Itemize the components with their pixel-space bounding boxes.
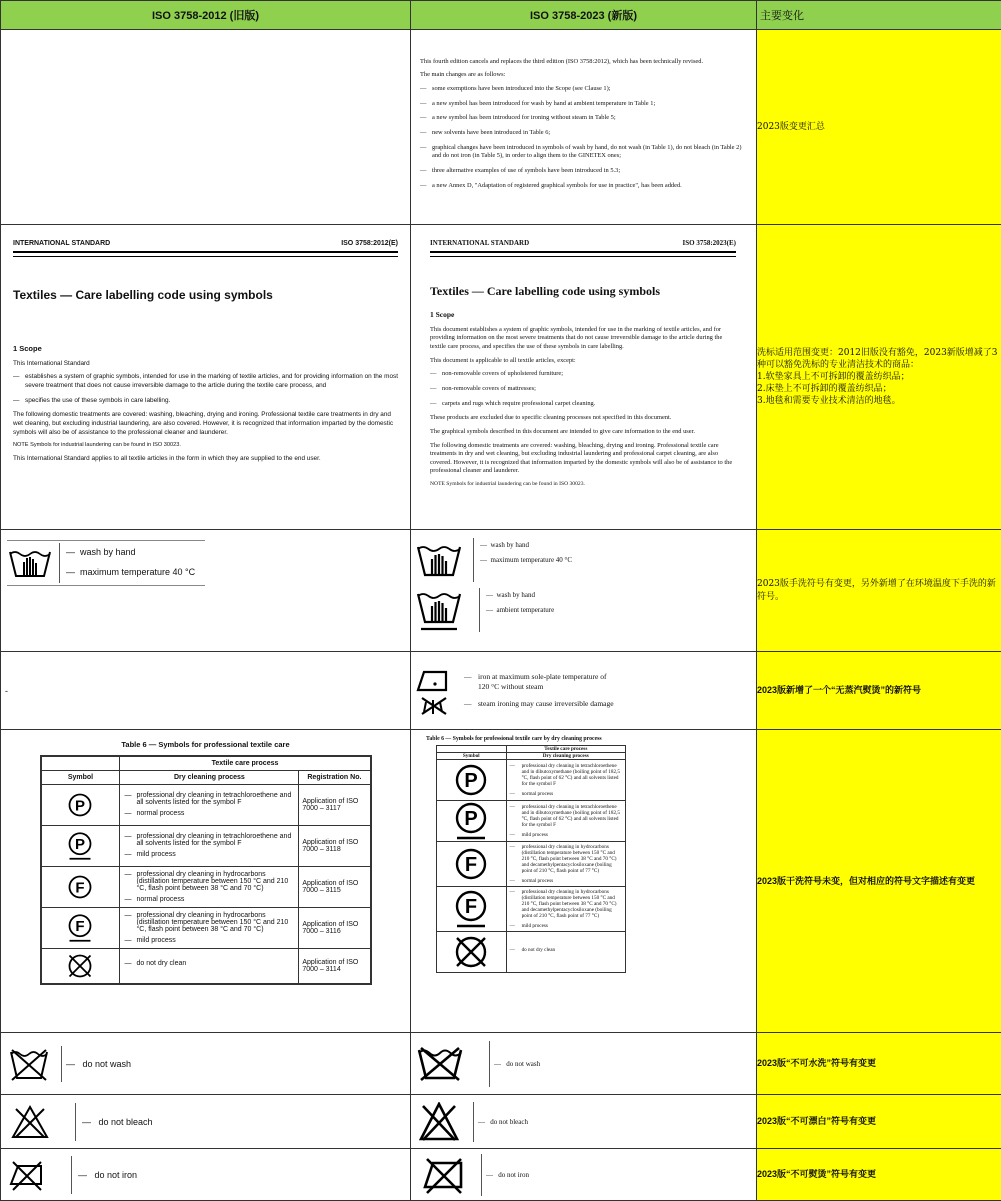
dry-clean-p-icon	[451, 760, 491, 800]
header-row	[1, 1, 1001, 30]
header-old: ISO 3758-2012 (旧版)	[1, 1, 411, 30]
scope-new-p2: This document is applicable to all textile articles, except:	[430, 357, 736, 366]
nowash-old-cell: — do not wash	[1, 1033, 411, 1095]
dryclean-new-body	[437, 760, 626, 973]
symbol-cell	[437, 932, 507, 973]
process-description: — professional dry cleaning in hydrocarbons (distillation temperature between 150 °C and 210 °C, flash point between 38 °C and 70 °C) — mild process	[120, 907, 299, 948]
handwash-new1-l1: wash by hand	[491, 541, 530, 549]
scope-new-cell: INTERNATIONAL STANDARD ISO 3758:2023(E) Textiles — Care labelling code using symbols 1 Scope This document establishes a system of graphic symbols, intended for use in the marking of textile articles, and for providing information on the most severe treatments that do not cause irreversible damage to the article during the textile care process, and specifies the use of these symbols in care labelling. This document is applicable to all textile articles, except: — non-removable covers of upholstered furniture; — non-removable covers of mattresses; — carpets and rugs which require professional carpet cleaning. These products are excluded due to specific cleaning processes not specified in this document. The graphical symbols described in this document are intended to give care information to the end user. The following domestic treatments are covered: washing, bleaching, drying and ironing. Professional textile care treatments in dry and wet cleaning, but excluding industrial laundering and professional carpet cleaning, are also covered. However, it is recognized that information imparted by the domestic symbols will also be of assistance to the professional cleaner and launderer. NOTE Symbols for industrial laundering can be found in ISO 30023.	[411, 225, 757, 530]
scope-old-p1: This International Standard	[13, 360, 398, 369]
scope-old-note: NOTE Symbols for industrial laundering can be found in ISO 30023.	[13, 442, 398, 450]
dryclean-old-h-process: Dry cleaning process	[120, 770, 299, 784]
table-row	[437, 842, 626, 887]
process-description: — professional dry cleaning in hydrocarbons (distillation temperature between 150 °C and 210 °C, flash point between 38 °C and 70 °C) and decamethylpentacyclosiloxane (boiling point of 210 °C, flash point of 77 °C) — mild process	[506, 887, 625, 932]
divider	[13, 256, 398, 257]
scope-old-header	[13, 239, 398, 253]
row-iron-steam	[1, 652, 1001, 730]
summary-main-changes: The main changes are as follows:	[420, 71, 748, 80]
dry-clean-p-icon	[65, 831, 95, 861]
scope-new-title: Textiles — Care labelling code using symbols	[430, 283, 736, 299]
summary-old-cell	[1, 30, 411, 225]
header-new: ISO 3758-2023 (新版)	[411, 1, 757, 30]
scope-new-d3: carpets and rugs which require professional carpet cleaning.	[442, 400, 595, 409]
change-item: — graphical changes have been introduced in symbols of wash by hand, do not wash (in Table 1), do not bleach (in Table 2) and do not iron (in Table 5), in order to align them to the GINETEX ones;	[420, 144, 748, 161]
table-row	[437, 801, 626, 842]
svg-text:P: P	[465, 770, 478, 792]
summary-change-list	[420, 85, 748, 190]
do-not-bleach-new-icon	[419, 1102, 459, 1142]
dryclean-old-h-reg: Registration No.	[299, 770, 371, 784]
table-row	[41, 825, 371, 866]
summary-new-cell	[411, 30, 757, 225]
nowash-note: 2023版“不可水洗”符号有变更	[757, 1033, 1001, 1095]
iron-new-l2: steam ironing may cause irreversible damage	[478, 699, 628, 708]
process-description: — professional dry cleaning in tetrachloroethene and in dibutoxymethane (boiling point of 182,5 °C, flash point of 62 °C) and all solvents listed for the symbol F — mild process	[506, 801, 625, 842]
dryclean-new-group: Textile care process	[506, 746, 625, 753]
symbol-cell	[41, 784, 120, 825]
process-description: — professional dry cleaning in tetrachloroethene and all solvents listed for the symbol F — mild process	[120, 825, 299, 866]
table-row	[41, 784, 371, 825]
symbol-cell	[437, 801, 507, 842]
row-no-iron	[1, 1149, 1001, 1201]
scope-new-d2: non-removable covers of mattresses;	[442, 385, 536, 394]
do-not-iron-icon	[9, 1158, 45, 1192]
change-item: — three alternative examples of use of symbols have been introduced in 5.3;	[420, 167, 748, 176]
table-row	[41, 948, 371, 984]
do-not-wash-new-icon	[417, 1044, 463, 1084]
dry-clean-p-icon	[65, 790, 95, 820]
nowash-old-label: do not wash	[83, 1059, 132, 1069]
svg-text:P: P	[465, 808, 478, 830]
svg-text:P: P	[75, 797, 85, 814]
symbol-cell	[437, 842, 507, 887]
handwash-old-l2: maximum temperature 40 °C	[80, 567, 195, 577]
nobleach-old-label: do not bleach	[99, 1117, 153, 1127]
scope-old-section: 1 Scope	[13, 344, 398, 354]
nowash-new-cell: — do not wash	[411, 1033, 757, 1095]
iron-old-cell: -	[1, 652, 411, 730]
scope-new-p3: These products are excluded due to specific cleaning processes not specified in this document.	[430, 414, 736, 423]
dryclean-old-h-symbol: Symbol	[41, 770, 120, 784]
scope-note	[757, 225, 1001, 530]
symbol-cell	[437, 760, 507, 801]
row-scope	[1, 225, 1001, 530]
row-summary	[1, 30, 1001, 225]
dry-clean-f-icon	[65, 872, 95, 902]
change-item: — a new symbol has been introduced for ironing without steam in Table 5;	[420, 114, 748, 123]
scope-old-title: Textiles — Care labelling code using symbols	[13, 287, 398, 303]
do-not-dry-clean-icon	[65, 951, 95, 981]
registration-cell: Application of ISO 7000 – 3118	[299, 825, 371, 866]
change-item: — some exemptions have been introduced into the Scope (see Clause 1);	[420, 85, 748, 94]
registration-cell: Application of ISO 7000 – 3117	[299, 784, 371, 825]
dryclean-note: 2023版干洗符号未变，但对相应的符号文字描述有变更	[757, 730, 1001, 1033]
summary-intro: This fourth edition cancels and replaces the third edition (ISO 3758:2012), which has been technically revised.	[420, 58, 748, 67]
svg-text:F: F	[76, 879, 85, 896]
scope-new-section: 1 Scope	[430, 310, 736, 320]
change-item: — new solvents have been introduced in Table 6;	[420, 129, 748, 138]
row-no-bleach	[1, 1095, 1001, 1149]
summary-note: 2023版变更汇总	[757, 30, 1001, 225]
dryclean-old-table	[40, 755, 372, 985]
scope-old-p3: This International Standard applies to all textile articles in the form in which they are supplied to the end user.	[13, 455, 398, 464]
scope-new-d1: non-removable covers of upholstered furniture;	[442, 370, 563, 379]
table-row	[437, 887, 626, 932]
svg-text:F: F	[465, 896, 477, 918]
dry-clean-f-icon	[451, 844, 491, 884]
dryclean-old-caption: Table 6 — Symbols for professional textile care	[1, 740, 410, 749]
hand-wash-ambient-icon	[415, 586, 463, 634]
registration-cell: Application of ISO 7000 – 3114	[299, 948, 371, 984]
symbol-cell	[41, 948, 120, 984]
nowash-new-label: do not wash	[506, 1060, 540, 1068]
dryclean-new-h-process: Dry cleaning process	[506, 753, 625, 760]
registration-cell: Application of ISO 7000 – 3115	[299, 866, 371, 907]
nobleach-new-label: do not bleach	[490, 1118, 528, 1126]
handwash-new2-l2: ambient temperature	[497, 606, 555, 614]
dryclean-new-caption: Table 6 — Symbols for professional textile care by dry cleaning process	[411, 736, 756, 742]
iron-no-steam-icon	[414, 666, 454, 716]
row-no-wash	[1, 1033, 1001, 1095]
symbol-cell	[41, 907, 120, 948]
scope-old-d2: specifies the use of these symbols in care labelling.	[25, 397, 170, 406]
dry-clean-f-icon	[65, 913, 95, 943]
table-row	[437, 760, 626, 801]
nobleach-old-cell: — do not bleach	[1, 1095, 411, 1149]
noiron-old-label: do not iron	[95, 1170, 138, 1180]
scope-old-cell: INTERNATIONAL STANDARD ISO 3758:2012(E) Textiles — Care labelling code using symbols 1 Scope This International Standard — establishes a system of graphic symbols, intended for use in the marking of textile articles, and for providing information on the most severe treatment that does not cause irreversible damage to the article during the textile care process, and — specifies the use of these symbols in care labelling. The following domestic treatments are covered: washing, bleaching, drying and ironing. Professional textile care treatments in dry and wet cleaning, but excluding industrial laundering, are also covered. However, it is recognized that information imparted by the domestic symbols will also be of assistance to the professional cleaner and launderer. NOTE Symbols for industrial laundering can be found in ISO 30023. This International Standard applies to all textile articles in the form in which they are supplied to the end user.	[1, 225, 411, 530]
scope-new-note: NOTE Symbols for industrial laundering can be found in ISO 30023.	[430, 481, 736, 489]
nobleach-note: 2023版“不可漂白”符号有变更	[757, 1095, 1001, 1149]
noiron-old-cell: — do not iron	[1, 1149, 411, 1201]
process-description: — professional dry cleaning in tetrachloroethene and in dibutoxymethane (boiling point of 182,5 °C, flash point of 62 °C) and all solvents listed for the symbol F — normal process	[506, 760, 625, 801]
iron-new-cell: — iron at maximum sole-plate temperature of 120 °C without steam — steam ironing may cause irreversible damage	[411, 652, 757, 730]
symbol-cell	[41, 866, 120, 907]
scope-new-header	[430, 239, 736, 253]
process-description: — professional dry cleaning in hydrocarbons (distillation temperature between 150 °C and 210 °C, flash point between 38 °C and 70 °C) — normal process	[120, 866, 299, 907]
handwash-old-l1: wash by hand	[80, 547, 136, 557]
symbol-cell	[437, 887, 507, 932]
handwash-new1-l2: maximum temperature 40 °C	[491, 556, 573, 564]
svg-text:F: F	[76, 918, 85, 935]
header-changes: 主要变化	[757, 1, 1001, 30]
noiron-note: 2023版“不可熨烫”符号有变更	[757, 1149, 1001, 1201]
do-not-iron-new-icon	[423, 1155, 465, 1195]
change-item: — a new Annex D, "Adaptation of registered graphical symbols for use in practice", has been added.	[420, 182, 748, 191]
process-description: — professional dry cleaning in tetrachloroethene and all solvents listed for the symbol F — normal process	[120, 784, 299, 825]
dryclean-new-h-symbol: Symbol	[437, 753, 507, 760]
dryclean-old-body	[41, 784, 371, 984]
change-item: — a new symbol has been introduced for wash by hand at ambient temperature in Table 1;	[420, 100, 748, 109]
table-row	[437, 932, 626, 973]
handwash-new2-l1: wash by hand	[497, 591, 536, 599]
scope-new-p5: The following domestic treatments are covered: washing, bleaching, drying and ironing. Professional textile care treatments in dry and wet cleaning, but excluding industrial laundering and professional carpet cleaning, are also covered. However, it is recognized that information imparted by the domestic symbols will also be of assistance to the professional cleaner and launderer.	[430, 442, 736, 477]
scope-new-label: INTERNATIONAL STANDARD	[430, 239, 529, 248]
process-description: — professional dry cleaning in hydrocarbons (distillation temperature between 150 °C and 210 °C, flash point between 38 °C and 70 °C) and decamethylpentacyclosiloxane (boiling point of 210 °C, flash point of 77 °C) — normal process	[506, 842, 625, 887]
table-row	[41, 866, 371, 907]
handwash-old-cell: — wash by hand — maximum temperature 40 °C	[1, 530, 411, 652]
symbol-cell	[41, 825, 120, 866]
scope-old-code: ISO 3758:2012(E)	[341, 239, 398, 248]
scope-new-code: ISO 3758:2023(E)	[683, 239, 736, 248]
row-dry-clean	[1, 730, 1001, 1033]
process-description: — do not dry clean	[506, 932, 625, 973]
row-handwash	[1, 530, 1001, 652]
svg-text:F: F	[465, 854, 477, 876]
process-description: — do not dry clean	[120, 948, 299, 984]
hand-wash-40-icon	[415, 539, 463, 581]
scope-old-label: INTERNATIONAL STANDARD	[13, 239, 110, 248]
hand-wash-icon	[7, 546, 53, 580]
scope-old-d1: establishes a system of graphic symbols, intended for use in the marking of textile articles, and for providing information on the most severe treatment that does not cause irreversible damage to the article during the textile care process, and	[25, 373, 398, 390]
table-row	[41, 907, 371, 948]
dry-clean-p-icon	[451, 801, 491, 841]
svg-text:P: P	[75, 836, 85, 853]
scope-note-text: 洗标适用范围变更：2012旧版没有豁免，2023新版增减了3种可以豁免洗标的专业清洁技术的商品： 1.软垫家具上不可拆卸的覆盖纺织品； 2.床垫上不可拆卸的覆盖纺织品； 3.地毯和需要专业技术清洁的地毯。	[757, 347, 1001, 408]
dry-clean-f-icon	[451, 889, 491, 929]
noiron-new-label: do not iron	[498, 1171, 529, 1179]
dryclean-new-table	[436, 745, 626, 973]
handwash-note: 2023版手洗符号有变更，另外新增了在环境温度下手洗的新符号。	[757, 530, 1001, 652]
dryclean-new-cell	[411, 730, 757, 1033]
iron-new-l1: iron at maximum sole-plate temperature of 120 °C without steam	[478, 672, 618, 691]
handwash-new-cell: — wash by hand — maximum temperature 40 °C — wash by hand — ambient temperature	[411, 530, 757, 652]
noiron-new-cell: — do not iron	[411, 1149, 757, 1201]
iron-steam-note: 2023版新增了一个“无蒸汽熨烫”的新符号	[757, 652, 1001, 730]
scope-new-p1: This document establishes a system of graphic symbols, intended for use in the marking of textile articles, and for providing information on the most severe treatments that do not cause irreversible damage to the article during the textile care process, and specifies the use of these symbols in care labelling.	[430, 326, 736, 352]
scope-new-p4: The graphical symbols described in this document are intended to give care information to the end user.	[430, 428, 736, 437]
do-not-dry-clean-icon	[451, 932, 491, 972]
do-not-wash-icon	[9, 1046, 49, 1082]
registration-cell: Application of ISO 7000 – 3116	[299, 907, 371, 948]
dryclean-old-cell	[1, 730, 411, 1033]
nobleach-new-cell: — do not bleach	[411, 1095, 757, 1149]
do-not-bleach-icon	[11, 1104, 49, 1140]
scope-old-p2: The following domestic treatments are covered: washing, bleaching, drying and ironing. Professional textile care treatments in dry and wet cleaning, but excluding industrial laundering, are also covered. However, it is recognized that information imparted by the domestic symbols will also be of assistance to the professional cleaner and launderer.	[13, 411, 398, 437]
dryclean-old-group: Textile care process	[120, 756, 371, 770]
